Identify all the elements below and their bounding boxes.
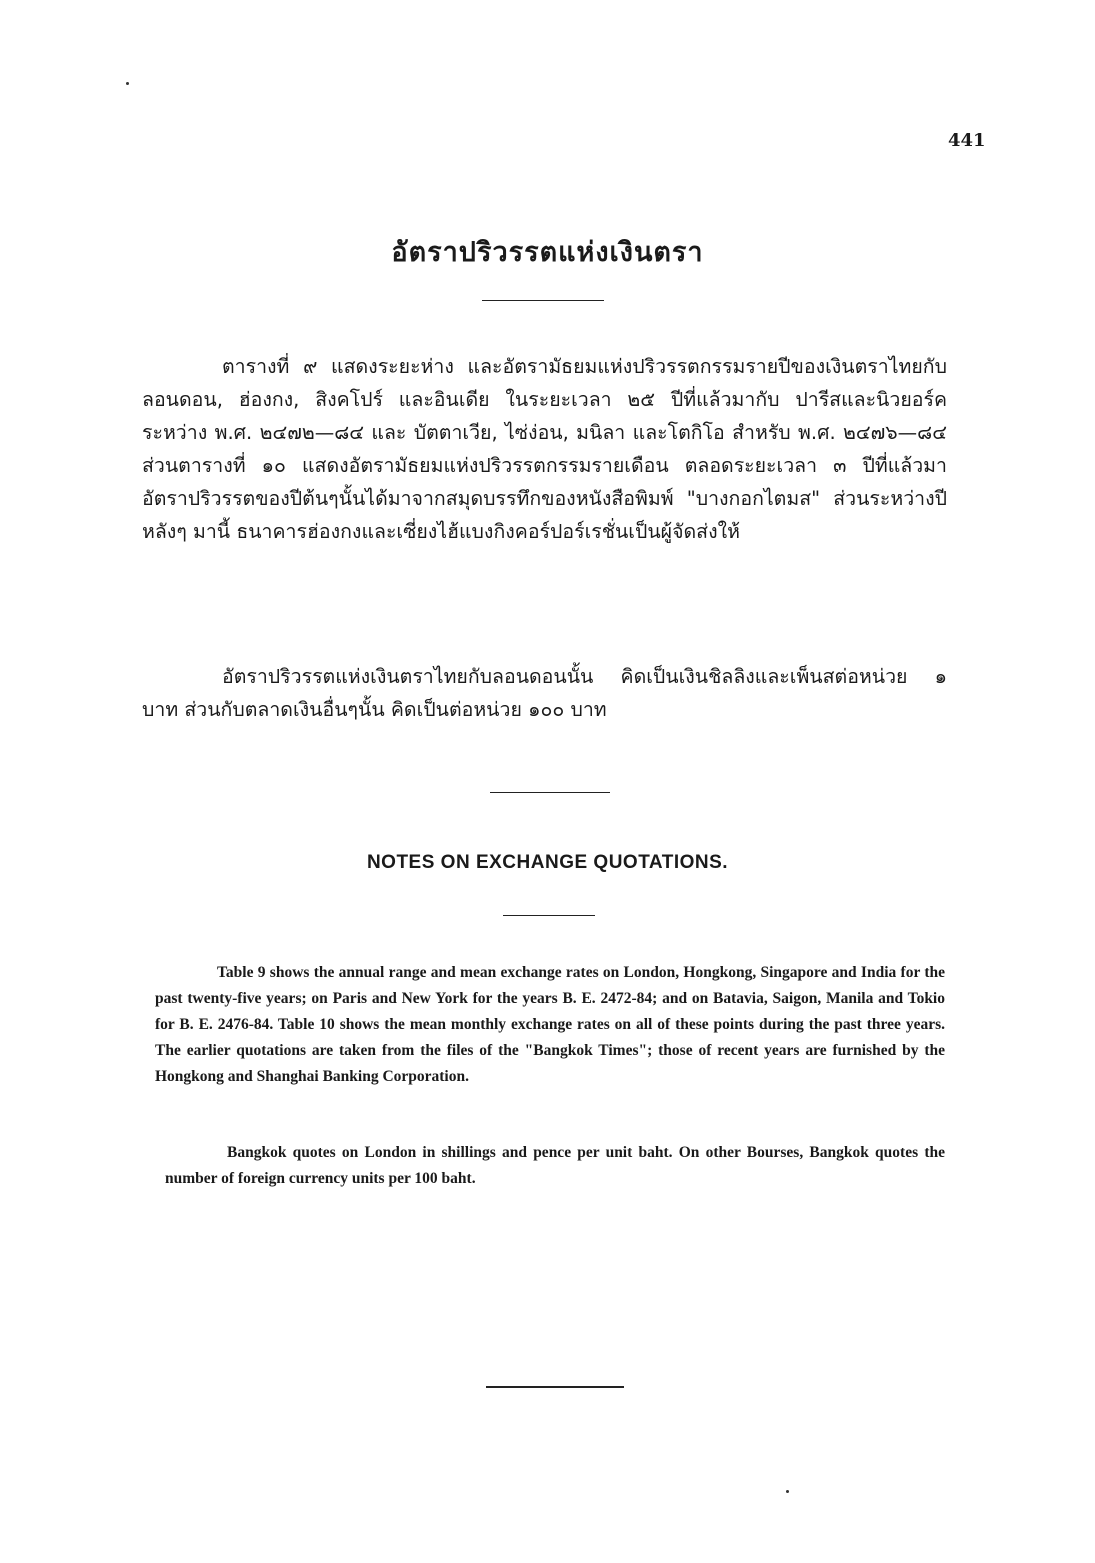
section-divider [490, 792, 610, 793]
heading-divider [503, 915, 595, 916]
english-heading: NOTES ON EXCHANGE QUOTATIONS. [366, 852, 729, 873]
title-divider [482, 300, 604, 301]
scan-speck [786, 1490, 789, 1493]
english-paragraph-1: Table 9 shows the annual range and mean exchange rates on London, Hongkong, Singapore and India for the past twenty-five years; on Paris and New York for the years B. E. 2472-84; and on Batavia, Saigon, Manila and Tokio for B. E. 2476-84. Table 10 shows the mean monthly exchange rates on all of these points during the past three years. The earlier quotations are taken from the files of the "Bangkok Times"; those of recent years are furnished by the Hongkong and Shanghai Banking Corporation. [155, 964, 945, 1085]
english-paragraph-2: Bangkok quotes on London in shillings and pence per unit baht. On other Bourses, Bangkok quotes the number of foreign currency units per 100 baht. [165, 1144, 945, 1187]
end-divider [486, 1386, 624, 1388]
thai-title: อัตราปริวรรตแห่งเงินตรา [391, 237, 704, 268]
page-number: 441 [948, 130, 986, 151]
thai-paragraph-2: อัตราปริวรรตแห่งเงินตราไทยกับลอนดอนนั้น คิดเป็นเงินชิลลิงและเพ็นสต่อหน่วย ๑ บาท ส่วนกับตลาดเงินอื่นๆนั้น คิดเป็นต่อหน่วย ๑๐๐ บาท [142, 665, 947, 721]
thai-paragraph-1: ตารางที่ ๙ แสดงระยะห่าง และอัตรามัธยมแห่งปริวรรตกรรมรายปีของเงินตราไทยกับลอนดอน, ฮ่องกง, สิงคโปร์ และอินเดีย ในระยะเวลา ๒๕ ปีที่แล้วมากับ ปารีสและนิวยอร์ค ระหว่าง พ.ศ. ๒๔๗๒—๘๔ และ บัตตาเวีย, ไซ่ง่อน, มนิลา และโตกิโอ สำหรับ พ.ศ. ๒๔๗๖—๘๔ ส่วนตารางที่ ๑๐ แสดงอัตรามัธยมแห่งปริวรรตกรรมรายเดือน ตลอดระยะเวลา ๓ ปีที่แล้วมา อัตราปริวรรตของปีต้นๆนั้นได้มาจากสมุดบรรทึกของหนังสือพิมพ์ "บางกอกไตมส" ส่วนระหว่างปีหลังๆ มานี้ ธนาคารฮ่องกงและเซี่ยงไฮ้แบงกิงคอร์ปอร์เรชั่นเป็นผู้จัดส่งให้ [142, 355, 947, 543]
scan-speck [126, 82, 129, 85]
